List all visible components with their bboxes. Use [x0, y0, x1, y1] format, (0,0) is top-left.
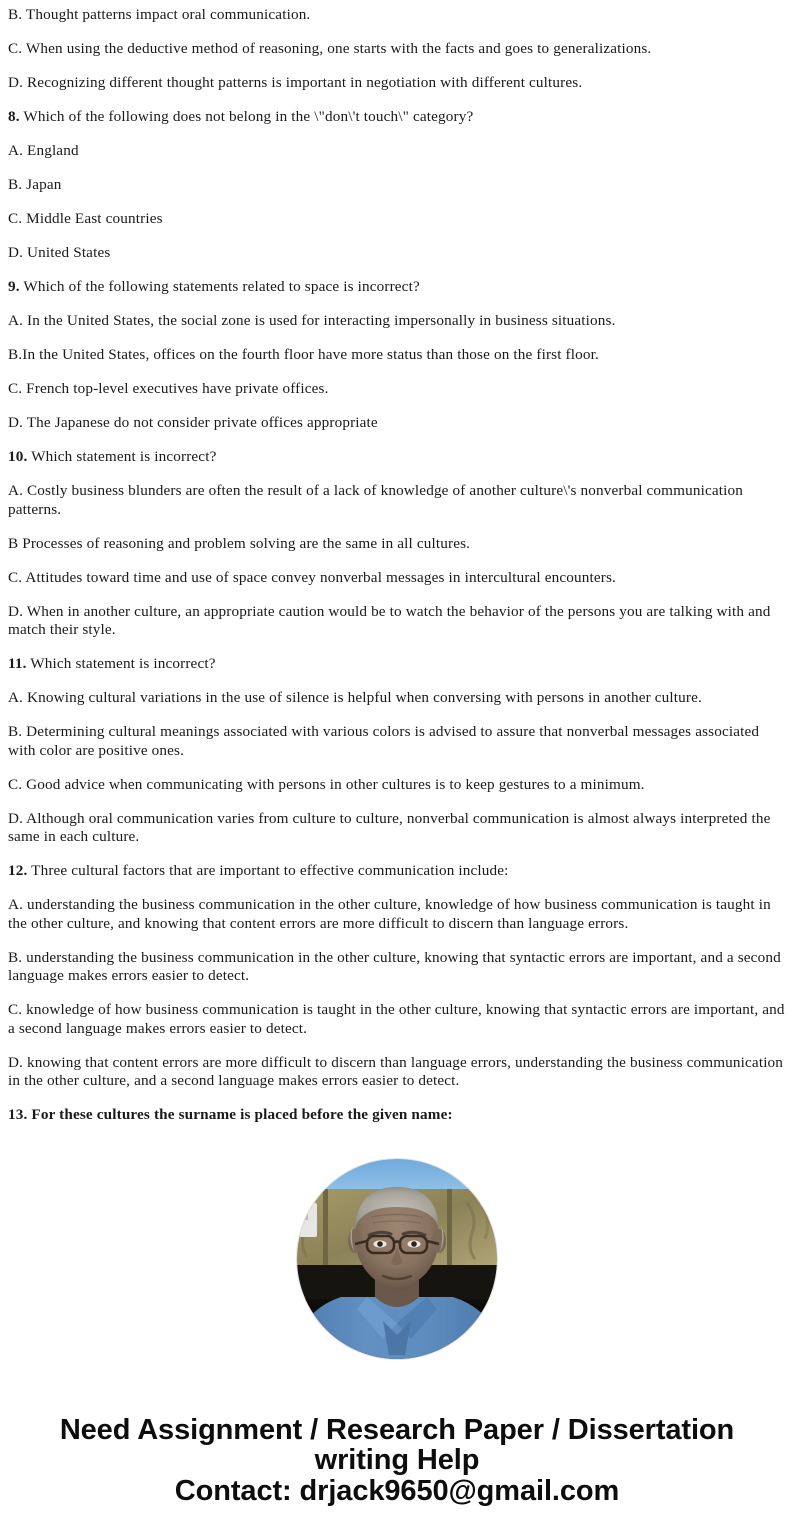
- question-text: D. When in another culture, an appropriate caution would be to watch the behavior of the persons you are talking with and match their style.: [8, 602, 771, 638]
- question-text: B Processes of reasoning and problem solving are the same in all cultures.: [8, 534, 471, 552]
- quiz-paragraph: [8, 210, 786, 229]
- question-text: C. Good advice when communicating with persons in other cultures is to keep gestures to a minimum.: [8, 775, 645, 793]
- question-text: B. Japan: [8, 176, 62, 193]
- quiz-paragraph: [8, 862, 786, 881]
- promo-line-1: Need Assignment / Research Paper / Dissertation: [59, 1413, 735, 1446]
- question-text: A. Knowing cultural variations in the use of silence is helpful when conversing with persons in another culture.: [8, 689, 702, 706]
- quiz-paragraph: [8, 142, 786, 161]
- quiz-paragraph: [8, 6, 786, 25]
- question-text: Which of the following statements related to space is incorrect?: [23, 278, 420, 295]
- quiz-question-list: [8, 0, 786, 1125]
- quiz-paragraph: [8, 723, 786, 760]
- quiz-paragraph: [8, 603, 786, 640]
- question-text: For these cultures the surname is placed before the given name:: [31, 1106, 453, 1123]
- quiz-paragraph: [8, 278, 786, 297]
- quiz-paragraph: [8, 40, 786, 59]
- quiz-paragraph: [8, 810, 786, 847]
- profile-photo-container: [8, 1159, 786, 1359]
- quiz-paragraph: [8, 569, 786, 588]
- avatar: [297, 1159, 497, 1359]
- quiz-paragraph: [8, 1054, 786, 1091]
- question-text: C. French top-level executives have private offices.: [8, 380, 329, 397]
- question-number: 9.: [8, 278, 20, 295]
- promo-line-2: writing Help: [314, 1443, 480, 1476]
- quiz-paragraph: [8, 414, 786, 433]
- profile-photo-illustration: [297, 1159, 497, 1359]
- question-text: B. Thought patterns impact oral communication.: [8, 6, 311, 23]
- question-text: D. knowing that content errors are more difficult to discern than language errors, understanding the business communication in the other culture, and a second language makes errors easier to detect.: [8, 1053, 784, 1089]
- question-text: Three cultural factors that are important to effective communication include:: [31, 862, 509, 879]
- question-number: 12.: [8, 862, 28, 879]
- quiz-paragraph: [8, 1106, 786, 1125]
- promo-footer: [8, 1415, 786, 1506]
- question-text: Which statement is incorrect?: [31, 448, 217, 465]
- question-text: A. Costly business blunders are often the result of a lack of knowledge of another culture\'s nonverbal communication patterns.: [8, 482, 743, 518]
- question-number: 10.: [8, 448, 28, 465]
- quiz-paragraph: [8, 74, 786, 93]
- question-text: Which statement is incorrect?: [30, 655, 216, 672]
- question-text: D. The Japanese do not consider private offices appropriate: [8, 414, 378, 431]
- question-text: C. When using the deductive method of reasoning, one starts with the facts and goes to generalizations.: [8, 40, 652, 57]
- quiz-paragraph: [8, 244, 786, 263]
- question-text: A. England: [8, 142, 79, 159]
- quiz-paragraph: [8, 776, 786, 795]
- quiz-paragraph: [8, 108, 786, 127]
- question-text: D. Recognizing different thought patterns is important in negotiation with different cultures.: [8, 74, 583, 91]
- quiz-paragraph: [8, 535, 786, 554]
- question-text: Which of the following does not belong in the \"don\'t touch\" category?: [23, 108, 474, 125]
- quiz-paragraph: [8, 655, 786, 674]
- quiz-paragraph: [8, 312, 786, 331]
- promo-contact-line: Contact: drjack9650@gmail.com: [174, 1474, 620, 1507]
- question-text: B. understanding the business communication in the other culture, knowing that syntactic errors are important, and a second language makes errors easier to detect.: [8, 948, 781, 984]
- quiz-paragraph: [8, 949, 786, 986]
- quiz-paragraph: [8, 176, 786, 195]
- quiz-paragraph: [8, 482, 786, 519]
- question-text: C. Middle East countries: [8, 210, 163, 227]
- question-number: 11.: [8, 655, 27, 672]
- question-text: B. Determining cultural meanings associated with various colors is advised to assure that nonverbal messages associated with color are positive ones.: [8, 723, 760, 759]
- question-text: A. understanding the business communication in the other culture, knowledge of how business communication is taught in the other culture, and knowing that content errors are more difficult to discern than language errors.: [8, 896, 771, 932]
- quiz-paragraph: [8, 346, 786, 365]
- quiz-paragraph: [8, 448, 786, 467]
- quiz-paragraph: [8, 1001, 786, 1038]
- quiz-paragraph: [8, 896, 786, 933]
- question-text: A. In the United States, the social zone is used for interacting impersonally in business situations.: [8, 312, 616, 329]
- question-number: 13.: [8, 1106, 28, 1123]
- question-number: 8.: [8, 108, 20, 125]
- question-text: B.In the United States, offices on the fourth floor have more status than those on the first floor.: [8, 346, 599, 363]
- quiz-paragraph: [8, 689, 786, 708]
- question-text: C. Attitudes toward time and use of space convey nonverbal messages in intercultural encounters.: [8, 568, 617, 586]
- quiz-paragraph: [8, 380, 786, 399]
- question-text: D. Although oral communication varies from culture to culture, nonverbal communication is almost always interpreted the same in each culture.: [8, 809, 771, 845]
- question-text: D. United States: [8, 244, 111, 261]
- question-text: C. knowledge of how business communication is taught in the other culture, knowing that syntactic errors are important, and a second language makes errors easier to detect.: [8, 1001, 785, 1037]
